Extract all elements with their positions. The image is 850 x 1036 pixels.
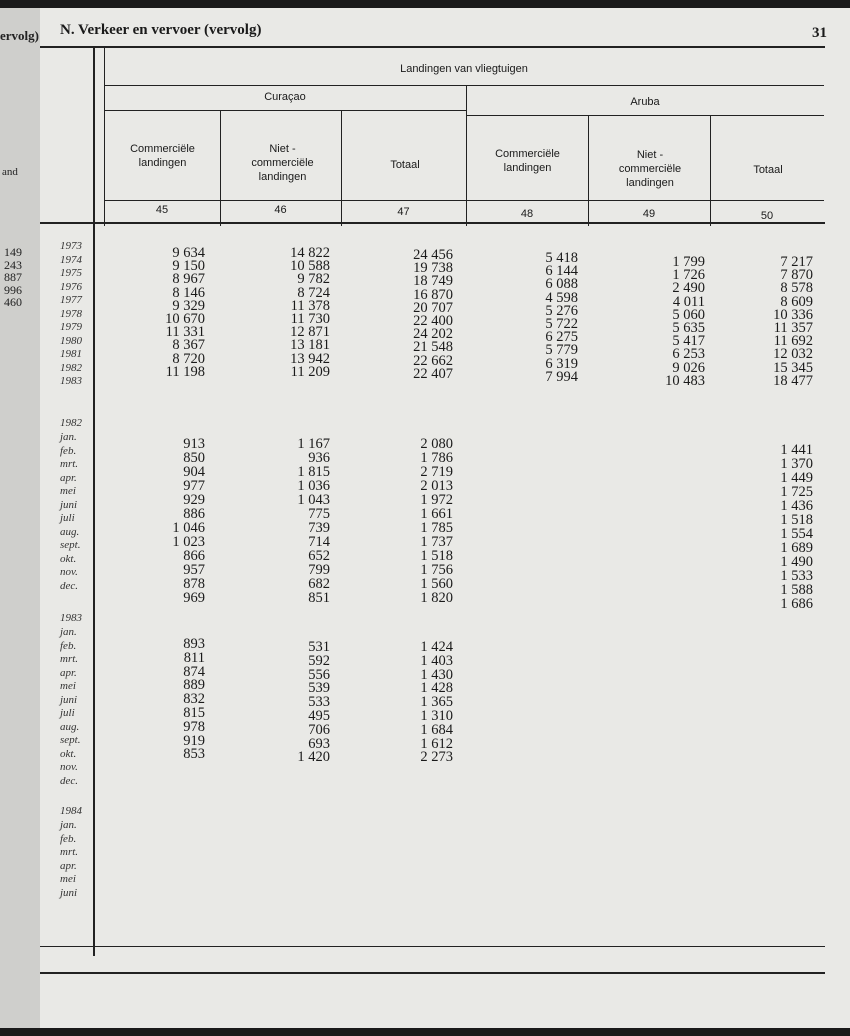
table-cell: 10 670 (165, 311, 205, 328)
table-cell: 592 (308, 652, 330, 669)
table-cell: 1974 (60, 253, 82, 266)
table-cell: 1 972 (420, 492, 453, 508)
table-cell: 1977 (60, 294, 82, 306)
table-cell: 16 870 (413, 286, 453, 303)
column-45 (183, 638, 205, 762)
col-number-47: 47 (397, 206, 410, 218)
rule-main (104, 85, 824, 86)
top-rule (40, 46, 825, 48)
table-cell: 2 719 (420, 464, 453, 480)
table-cell: 19 738 (413, 260, 453, 277)
table-cell: 11 331 (165, 324, 205, 341)
table-cell: feb. (60, 832, 77, 845)
column-45 (165, 247, 205, 379)
table-cell: 7 994 (545, 368, 578, 385)
table-cell: 1 785 (420, 520, 453, 536)
table-cell: 815 (183, 704, 205, 721)
table-cell: 1981 (60, 348, 82, 360)
table-cell: 693 (308, 735, 330, 752)
stub-months-1984 (60, 819, 78, 900)
rule-header-bottom (40, 222, 825, 224)
table-cell: 4 598 (545, 289, 578, 306)
table-cell: 8 720 (172, 350, 205, 367)
table-cell: 531 (308, 639, 330, 655)
table-cell: apr. (60, 666, 77, 679)
table-cell: 9 329 (172, 297, 205, 314)
table-cell: jan. (60, 431, 77, 443)
table-cell: 5 276 (545, 302, 578, 319)
table-cell: 5 060 (672, 306, 705, 323)
table-cell: 2 013 (420, 478, 453, 494)
table-cell: 1 167 (297, 436, 330, 452)
table-cell: 1 046 (172, 520, 205, 536)
table-cell: 533 (308, 694, 330, 711)
table-cell: 1 403 (420, 652, 453, 669)
table-cell: 1 518 (420, 548, 453, 564)
table-cell: 799 (308, 562, 330, 578)
stub-years (60, 240, 82, 389)
col-header-45: Commerciële landingen (130, 143, 195, 169)
table-cell: okt. (60, 747, 77, 760)
table-cell: 8 967 (172, 271, 205, 288)
table-cell: 1980 (60, 334, 82, 347)
table-cell: 22 662 (413, 352, 453, 369)
table-cell: dec. (60, 579, 79, 592)
table-cell: 889 (183, 677, 205, 694)
col-number-49: 49 (642, 208, 656, 220)
table-cell: 1 725 (780, 484, 813, 500)
bottom-rule-2 (40, 972, 825, 974)
table-cell: 6 253 (672, 346, 705, 363)
column-48 (545, 252, 578, 384)
table-cell: mrt. (60, 458, 79, 470)
table-cell: 1 023 (172, 534, 205, 550)
stub-year-1984: 1984 (60, 805, 82, 817)
table-cell: 24 202 (413, 326, 453, 343)
table-cell: juli (60, 707, 75, 719)
table-cell: mrt. (60, 846, 79, 858)
table-cell: 2 490 (672, 280, 705, 297)
table-cell: 5 779 (545, 342, 578, 359)
prev-number: 460 (4, 295, 22, 309)
table-cell: 866 (183, 548, 205, 564)
table-cell: 12 032 (773, 346, 813, 363)
table-cell: 957 (183, 562, 205, 578)
table-cell: 4 011 (672, 293, 705, 310)
table-cell: 1 310 (420, 707, 453, 724)
prev-label: and (2, 166, 18, 178)
section-title: N. Verkeer en vervoer (vervolg) (60, 22, 262, 38)
table-cell: 851 (308, 590, 330, 606)
bottom-rule (40, 946, 825, 947)
col-header-46: Niet - commerciële landingen (251, 143, 314, 183)
col-number-50: 50 (760, 210, 774, 222)
table-cell: 1 799 (672, 254, 705, 270)
table-cell: 1978 (60, 307, 82, 320)
table-cell: sept. (60, 734, 81, 746)
table-cell: 5 635 (672, 320, 705, 337)
table-cell: 1 684 (420, 721, 453, 738)
table-cell: 811 (183, 649, 205, 666)
table-cell: 22 407 (413, 365, 453, 382)
page-number: 31 (812, 25, 827, 41)
table-cell: 10 336 (773, 306, 813, 323)
table-cell: 832 (183, 691, 205, 708)
col-header-47: Totaal (390, 159, 420, 171)
table-cell: 11 209 (290, 363, 330, 380)
table-cell: 8 367 (172, 337, 205, 354)
table-cell: 18 477 (773, 372, 813, 389)
rule-curacao (104, 110, 466, 111)
column-46 (297, 641, 330, 765)
table-cell: 556 (308, 666, 330, 683)
table-cell: 1 436 (780, 498, 813, 514)
table-cell: 977 (183, 478, 205, 494)
table-cell: mrt. (60, 653, 79, 665)
table-cell: 18 749 (413, 273, 453, 290)
table-cell: 11 378 (290, 297, 330, 314)
table-cell: 9 026 (672, 359, 705, 376)
table-cell: 7 217 (780, 254, 813, 270)
table-cell: 1 533 (780, 568, 813, 584)
table-cell: 775 (308, 506, 330, 522)
table-cell: 1 786 (420, 450, 453, 466)
table-cell: 893 (183, 636, 205, 652)
table-cell: 1 612 (420, 735, 453, 752)
rule-aruba (466, 115, 824, 116)
table-cell: 1 518 (780, 512, 813, 528)
table-cell: 539 (308, 680, 330, 697)
table-cell: 1 737 (420, 534, 453, 550)
table-cell: okt. (60, 552, 77, 565)
stub-year-1983: 1983 (60, 612, 82, 624)
table-cell: sept. (60, 539, 81, 551)
column-46 (297, 437, 330, 605)
table-cell: 1973 (60, 240, 82, 252)
table-cell: 714 (308, 534, 330, 550)
table-cell: 20 707 (413, 299, 453, 316)
table-cell: 878 (183, 576, 205, 592)
col-header-49: Niet - commerciële landingen (618, 149, 682, 189)
table-cell: 5 722 (545, 316, 578, 333)
table-cell: 1 424 (420, 639, 453, 655)
table-cell: 1 689 (780, 540, 813, 556)
table-cell: jan. (60, 819, 77, 831)
prev-header-fragment: ervolg) (0, 28, 39, 43)
main-heading: Landingen van vliegtuigen (400, 63, 528, 75)
table-cell: 8 724 (297, 284, 330, 301)
table-cell: 21 548 (413, 339, 453, 356)
table-cell: nov. (60, 566, 78, 578)
column-45 (172, 437, 205, 605)
table-cell: 11 730 (290, 311, 330, 328)
table-cell: 904 (183, 464, 205, 480)
table-cell: 936 (308, 450, 330, 466)
table-cell: 1 420 (297, 749, 330, 766)
table-cell: 1 441 (780, 442, 813, 458)
table-cell: 1983 (60, 375, 82, 387)
table-cell: 1 661 (420, 506, 453, 522)
column-47 (420, 641, 453, 765)
stub-months-1983 (60, 626, 80, 788)
table-cell: 1 554 (780, 526, 813, 542)
table-cell: 2 080 (420, 436, 453, 452)
table-cell: 1 428 (420, 680, 453, 697)
table-cell: 1 815 (297, 464, 330, 480)
table-cell: 1 036 (297, 478, 330, 494)
column-46 (290, 247, 330, 379)
col-number-46: 46 (274, 204, 287, 216)
column-49 (665, 256, 705, 388)
table-cell: 14 822 (290, 245, 330, 261)
table-cell: 850 (183, 450, 205, 466)
col-number-48: 48 (520, 208, 534, 220)
table-cell: 1975 (60, 267, 82, 279)
table-cell: 886 (183, 506, 205, 522)
table-cell: 8 146 (172, 284, 205, 301)
table-cell: mei (60, 680, 76, 692)
table-cell: nov. (60, 761, 78, 773)
table-cell: 24 456 (413, 247, 453, 263)
table-cell: 969 (183, 590, 205, 606)
table-cell: jan. (60, 626, 77, 638)
column-47 (420, 437, 453, 605)
table-cell: 739 (308, 520, 330, 536)
table-cell: 1 686 (780, 596, 813, 612)
col-number-45: 45 (155, 204, 169, 216)
stub-months-1982 (60, 431, 80, 593)
table-cell: juni (60, 498, 78, 511)
prev-number: 243 (4, 257, 22, 272)
previous-page-edge (0, 8, 40, 1028)
table-cell: 9 150 (172, 258, 205, 275)
table-cell: 495 (308, 707, 330, 724)
table-cell: dec. (60, 774, 79, 787)
table-cell: 8 578 (780, 280, 813, 297)
table-cell: feb. (60, 444, 77, 457)
table-cell: aug. (60, 525, 80, 538)
table-cell: 913 (183, 436, 205, 452)
stub-divider (93, 46, 95, 956)
table-cell: 13 181 (290, 337, 330, 354)
table-cell: 919 (183, 732, 205, 749)
table-cell: 682 (308, 576, 330, 592)
table-cell: juli (60, 512, 75, 524)
table-cell: 1 490 (780, 554, 813, 570)
table-cell: 8 609 (780, 293, 813, 310)
table-cell: 6 275 (545, 329, 578, 346)
table-cell: 652 (308, 548, 330, 564)
table-cell: feb. (60, 639, 77, 652)
table-cell: 2 273 (420, 749, 453, 766)
table-cell: 5 417 (672, 333, 705, 350)
table-cell: juni (60, 693, 78, 706)
prev-number: 149 (4, 245, 22, 259)
table-cell: 15 345 (773, 359, 813, 376)
table-cell: 10 483 (665, 372, 705, 389)
table-cell: juni (60, 886, 78, 899)
table-cell: aug. (60, 720, 80, 733)
table-cell: 1979 (60, 321, 82, 333)
table-cell: 1 756 (420, 562, 453, 578)
rule-numbers (104, 200, 824, 201)
table-cell: apr. (60, 471, 77, 484)
table-cell: 1 043 (297, 492, 330, 508)
prev-number: 887 (4, 270, 22, 284)
table-cell: 6 319 (545, 355, 578, 372)
table-cell: 13 942 (290, 350, 330, 367)
table-cell: 1 370 (780, 456, 813, 472)
table-cell: 1 820 (420, 590, 453, 606)
table-cell: 853 (183, 746, 205, 763)
table-cell: 6 088 (545, 276, 578, 293)
table-cell: 706 (308, 721, 330, 738)
stub-year-1982: 1982 (60, 417, 82, 429)
table-cell: 7 870 (780, 267, 813, 284)
table-cell: 11 357 (773, 320, 813, 337)
table-cell: 12 871 (290, 324, 330, 341)
table-cell: 11 198 (165, 363, 205, 380)
table-cell: 1 430 (420, 666, 453, 683)
table-cell: 1982 (60, 361, 82, 374)
table-cell: 5 418 (545, 250, 578, 266)
table-cell: mei (60, 485, 76, 497)
table-cell: 1 726 (672, 267, 705, 284)
table-cell: 1 588 (780, 582, 813, 598)
table-cell: 11 692 (773, 333, 813, 350)
table-cell: 9 782 (297, 271, 330, 288)
prev-numbers (4, 246, 22, 309)
table-cell: 1 449 (780, 470, 813, 486)
table-cell: 22 400 (413, 313, 453, 330)
table-cell: 10 588 (290, 258, 330, 275)
table-cell: 1976 (60, 280, 82, 293)
table-cell: apr. (60, 859, 77, 872)
column-50 (773, 256, 813, 388)
table-cell: 874 (183, 663, 205, 680)
column-47 (413, 249, 453, 381)
table-cell: 9 634 (172, 245, 205, 261)
table-cell: 978 (183, 718, 205, 735)
column-50 (780, 443, 813, 611)
group-aruba: Aruba (630, 96, 660, 108)
col-header-48: Commerciële landingen (495, 148, 560, 174)
table-cell: mei (60, 873, 76, 885)
col-header-50: Totaal (753, 164, 783, 176)
group-curacao: Curaçao (264, 91, 306, 103)
prev-number: 996 (4, 282, 22, 297)
table-cell: 929 (183, 492, 205, 508)
table-cell: 6 144 (545, 263, 578, 280)
table-cell: 1 560 (420, 576, 453, 592)
table-cell: 1 365 (420, 694, 453, 711)
